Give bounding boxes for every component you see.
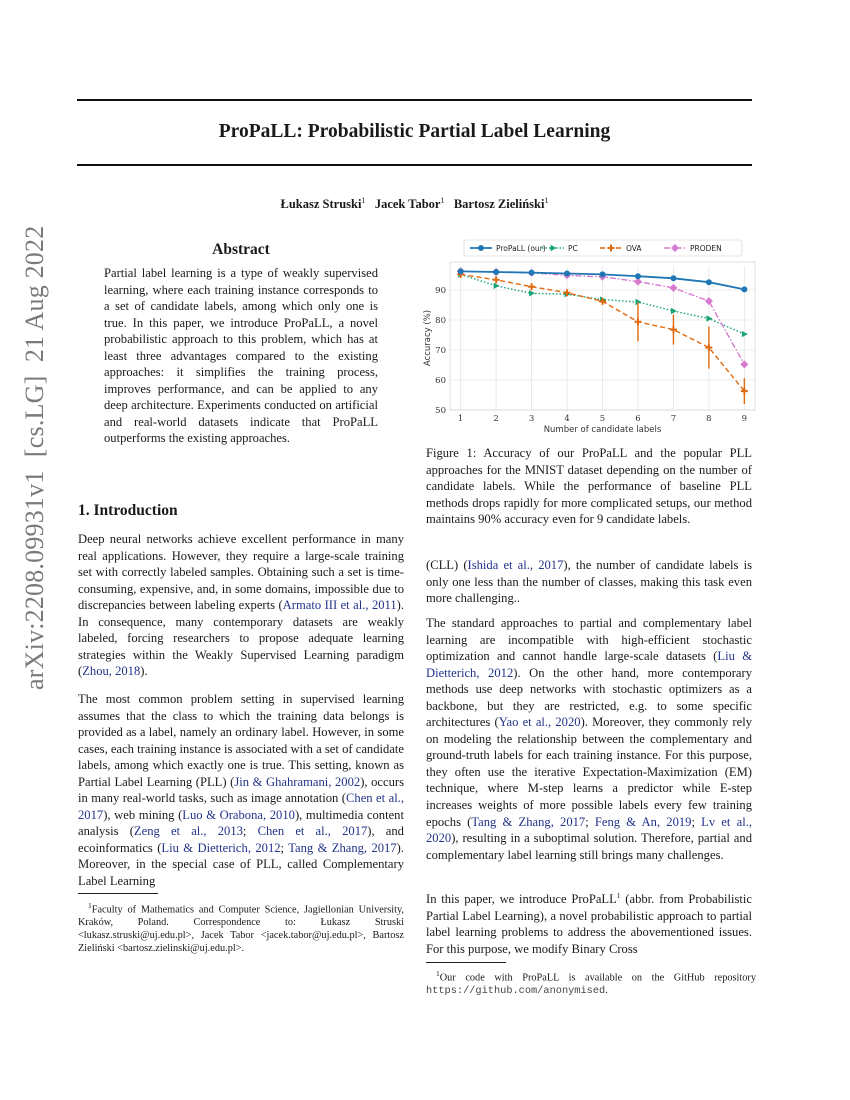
text: ). On the other hand, more contemporary methods use deep networks with stochastic optimizers as a backbone, but they are restricted, e.g. to some specific architectures ( [426,665,753,730]
section-heading-introduction: 1. Introduction [78,502,178,519]
github-link[interactable]: https://github.com/anonymised [426,985,606,998]
text: ; [585,814,595,829]
legend-label: PC [568,244,578,253]
figure-1-caption: Figure 1: Accuracy of our ProPaLL and the popular PLL approaches for the MNIST dataset depending on the number of candidate labels. While the performance of baseline PLL methods drops rapidly for more complicated setups, our method maintains 90% accuracy even for 9 candidate labels. [426,446,752,526]
citation-link[interactable]: Armato III et al., 2011 [282,598,397,613]
footnote-rule-left [78,893,158,894]
x-tick-label: 6 [635,414,641,424]
author-name: Łukasz Struski [280,197,362,212]
y-tick-label: 90 [435,286,446,296]
legend-label: ProPaLL (our) [496,244,546,253]
citation-link[interactable]: Yao et al., 2020 [498,715,581,730]
x-tick-label: 4 [564,414,570,424]
intro-paragraph-3 [426,557,752,607]
text: ), the number of candidate labels is only one less than the number of classes, making this task even more challenging.. [426,558,752,606]
legend-label: OVA [626,244,642,253]
figure-1-chart [420,238,765,448]
affiliation-mark: 1 [361,196,366,205]
text: ), occurs in many real-world tasks, such as image annotation ( [78,774,405,806]
legend-label: PRODEN [690,244,722,253]
intro-paragraph-2 [78,691,404,890]
footnote-mark: 1 [616,891,621,900]
author-name: Bartosz Zieliński [453,197,545,212]
intro-paragraph-1 [78,531,404,680]
text: ). Moreover, they commonly rely on modeling the relationship between the complementary and ground-truth labels for each training instance. For this purpose, they often use the iterative Expectation-Maximization (EM) technique, where M-step learns a predictor while E-step increases weights of more possible labels every few training epochs ( [426,715,752,829]
y-tick-label: 60 [435,376,446,386]
citation-link[interactable]: Liu & Dietterich, 2012 [161,840,281,855]
text: ), resulting in a suboptimal solution. Therefore, partial and complementary label learning still brings many challenges. [426,831,752,862]
citation-link[interactable]: Tang & Zhang, 2017 [288,840,397,855]
text: ; [280,840,289,855]
y-tick-label: 70 [435,346,446,356]
text: ). In consequence, many contemporary datasets are weakly labeled, forcing researchers to propose adequate learning strategies within the Weakly Supervised Learning paradigm ( [78,598,405,679]
abstract-heading: Abstract [212,241,270,258]
text: The standard approaches to partial and complementary label learning are incompatible with high-efficient stochastic optimization and cannot handle large-scale datasets ( [426,616,752,664]
paper-title: ProPaLL: Probabilistic Partial Label Learning [218,121,611,142]
y-axis-label: Accuracy (%) [423,309,433,367]
y-tick-label: 50 [435,406,446,416]
arxiv-stamp-text: arXiv:2208.09931v1 [cs.LG] 21 Aug 2022 [20,225,49,690]
text: ). [140,664,148,679]
citation-link[interactable]: Lv et al., 2020 [426,814,753,846]
citation-link[interactable]: Tang & Zhang, 2017 [471,814,586,829]
x-tick-label: 7 [670,414,677,424]
author-list [77,196,752,212]
text: ; [691,814,702,829]
citation-link[interactable]: Ishida et al., 2017 [467,558,564,572]
line-chart [420,238,765,448]
text: (CLL) ( [426,558,468,572]
footnote-mark: 1 [436,969,440,978]
footnote-code [426,967,756,998]
author-name: Jacek Tabor [374,197,441,212]
text: ), and ecoinformatics ( [78,824,404,855]
citation-link[interactable]: Zhou, 2018 [82,664,141,679]
x-axis-label: Number of candidate labels [543,425,662,435]
text: In this paper, we introduce ProPaLL [426,892,617,907]
text: ). Moreover, in the special case of PLL, called Complementary Label Learning [78,840,404,889]
citation-link[interactable]: Chen et al., 2017 [78,791,404,822]
footnote-mark: 1 [88,901,92,910]
text: Faculty of Mathematics and Computer Science, Jagiellonian University, Kraków, Poland. Correspondence to: Łukasz Struski <lukasz.struski@uj.edu.pl>, Jacek Tabor <jacek.tabor@uj.edu.pl>, Bartosz Zieliński <bartosz.zielinski@uj.edu.pl>. [78,904,404,955]
title-bottom-rule [77,164,752,166]
text: (abbr. from Probabilistic Partial Label Learning), a novel probabilistic approach to partial label learning problems to address the abovementioned issues. For this purpose, we modify Binary Cross [426,892,752,956]
abstract-text: Partial label learning is a type of weakly supervised learning, where each training instance corresponds to a set of candidate labels, among which only one is true. In this paper, we introduce ProPaLL, a novel probabilistic approach to this problem, which has at least three advantages compared to the existing approaches: it simplifies the training process, improves performance, and can be applied to any deep architecture. Experiments conducted on artificial and real-world datasets indicate that ProPaLL outperforms the existing approaches. [104,266,378,446]
text: ), multimedia content analysis ( [78,807,404,839]
y-tick-label: 80 [435,316,446,326]
citation-link[interactable]: Zeng et al., 2013 [133,824,243,839]
text: ), web mining ( [103,807,183,822]
affiliation-mark: 1 [440,196,445,205]
title-top-rule [77,99,752,101]
citation-link[interactable]: Chen et al., 2017 [257,824,368,839]
text: . [605,985,608,997]
intro-paragraph-4 [426,615,752,863]
citation-link[interactable]: Feng & An, 2019 [594,814,692,829]
x-tick-label: 9 [741,414,748,424]
intro-paragraph-5 [426,888,752,957]
text: Our code with ProPaLL is available on the GitHub repository [439,972,756,984]
citation-link[interactable]: Jin & Ghahramani, 2002 [234,774,361,789]
citation-link[interactable]: Luo & Orabona, 2010 [182,807,295,822]
arxiv-stamp [20,226,50,690]
footnote-rule-right [426,962,506,963]
chart-legend [464,240,742,256]
text: Deep neural networks achieve excellent performance in many real applications. However, they require a large-scale training set with correctly labeled samples. Obtaining such a set is time-consuming, expensive, and, in some domains, impossible due to discrepancies between labeling experts ( [78,532,404,613]
text: The most common problem setting in supervised learning assumes that the class to which the training data belongs is provided as a label, namely an ordinary label. However, in some cases, each training instance is associated with a set of candidate labels, among which exactly one is true. This setting, known as Partial Label Learning (PLL) ( [78,692,404,789]
affiliation-mark: 1 [544,196,549,205]
citation-link[interactable]: Liu & Dietterich, 2012 [426,649,752,680]
x-tick-label: 2 [493,414,499,424]
x-tick-label: 8 [706,414,712,424]
x-tick-label: 5 [599,414,606,424]
x-tick-label: 1 [457,414,464,424]
text: ; [242,824,258,839]
x-tick-label: 3 [528,414,535,424]
footnote-affiliation [78,899,404,955]
